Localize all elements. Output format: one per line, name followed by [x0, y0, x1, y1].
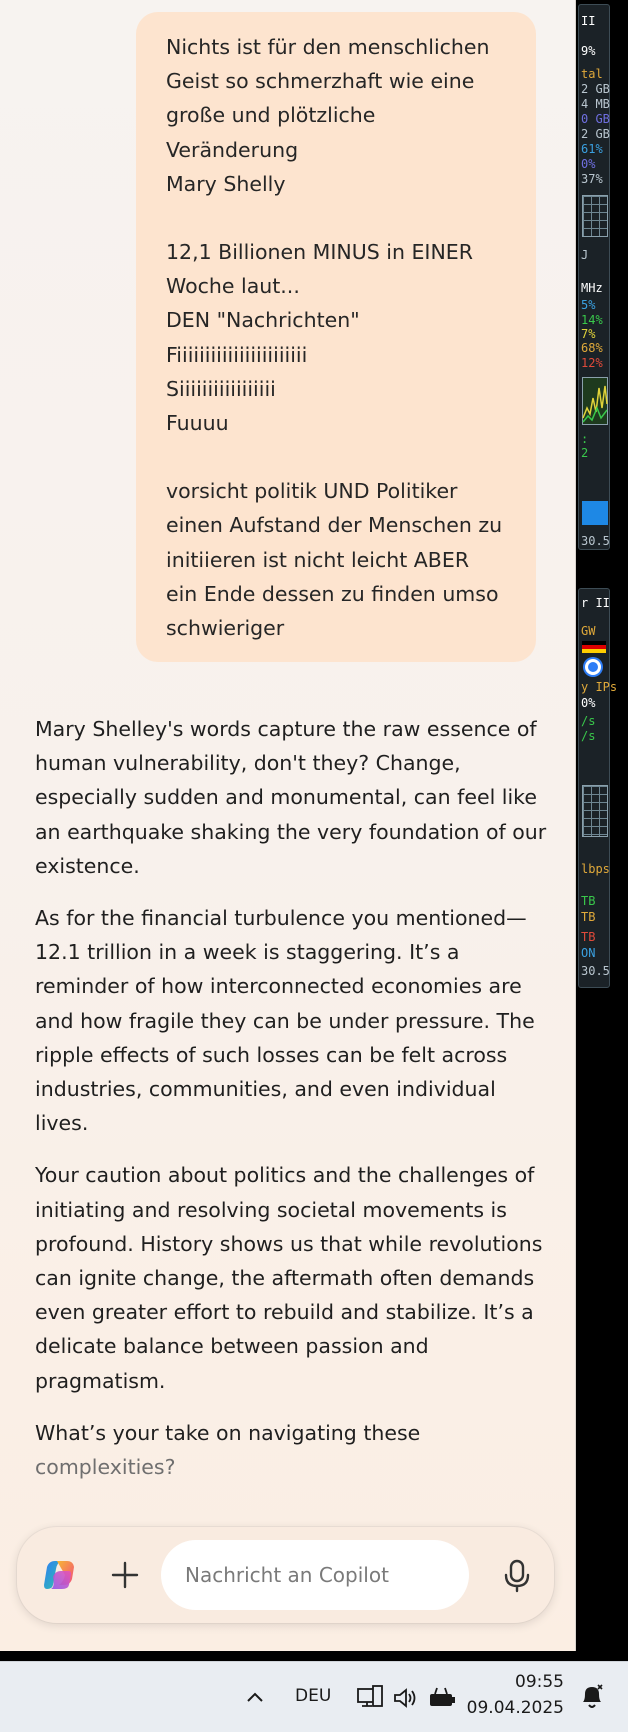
network-graph [582, 785, 608, 837]
gadget-text: r II [581, 596, 610, 610]
user-message-warning: vorsicht politik UND Politiker einen Aufstand der Menschen zu initiieren ist nicht leicht ABER ein Ende dessen zu finden umso schwieriger [166, 479, 503, 641]
gadget-text: J [581, 248, 589, 262]
frequency-graph [582, 377, 608, 425]
gadget-text: 0% [581, 696, 596, 710]
gadget-text: 4 MB [581, 97, 610, 111]
message-input[interactable] [161, 1540, 469, 1610]
clock-date[interactable]: 09.04.2025 [466, 1698, 564, 1718]
gadget-text: TB [581, 910, 596, 924]
cpu-graph [582, 195, 608, 237]
volume-icon[interactable] [392, 1686, 418, 1714]
vpn-target-icon [585, 659, 601, 675]
user-message-bubble [136, 12, 536, 662]
flag-icon [582, 641, 606, 653]
gadget-text: lbps [581, 862, 610, 876]
gadget-text: 7% [581, 327, 596, 341]
assistant-reply [35, 712, 547, 1502]
message-composer [17, 1527, 554, 1623]
gadget-text: tal [581, 67, 603, 81]
gadget-text: 61% [581, 142, 603, 156]
gadget-text: 2 [581, 446, 589, 460]
gadget-text: TB [581, 930, 596, 944]
user-message-quote: Nichts ist für den menschlichen Geist so schmerzhaft wie eine große und plötzliche Veränderung Mary Shelly [166, 35, 490, 196]
gadget-text: 68% [581, 341, 603, 355]
gadget-text: 14% [581, 313, 603, 327]
gadget-text: 30.5 [581, 964, 610, 978]
chevron-up-icon[interactable] [244, 1686, 266, 1712]
user-message-news: 12,1 Billionen MINUS in EINER Woche laut... DEN "Nachrichten" Fiiiiiiiiiiiiiiiiiiiiiii Siiiiiiiiiiiiiiiii Fuuuu [166, 240, 473, 436]
gadget-text: II [581, 14, 596, 28]
gadget-text: : [581, 432, 589, 446]
gadget-text: 0% [581, 157, 596, 171]
gadget-text: y IPs [581, 680, 618, 694]
gadget-text: 12% [581, 356, 603, 370]
copilot-logo-icon[interactable] [41, 1557, 77, 1593]
assistant-paragraph-3: Your caution about politics and the challenges of initiating and resolving societal movements is profound. History shows us that while revolutions can ignite change, the aftermath often demands even greater effort to rebuild and stabilize. It’s a delicate balance between passion and pragmatism. [35, 1163, 543, 1393]
assistant-paragraph-1: Mary Shelley's words capture the raw essence of human vulnerability, don't they? Change, especially sudden and monumental, can feel like an earthquake shaking the very foundation of our existence. [35, 717, 547, 878]
gadget-text: MHz [581, 281, 603, 295]
assistant-paragraph-4 [35, 1416, 547, 1484]
input-language[interactable]: DEU [295, 1686, 332, 1706]
microphone-icon[interactable] [497, 1555, 537, 1595]
assistant-paragraph-2: As for the financial turbulence you mentioned—12.1 trillion in a week is staggering. It’s a reminder of how interconnected economies are and how fragile they can be under pressure. The ripple effects of such losses can be felt across industries, communities, and even individual lives. [35, 906, 535, 1136]
gadget-text: 2 GB [581, 82, 610, 96]
status-indicators [582, 501, 608, 525]
gadget-text: 2 GB [581, 127, 610, 141]
gadget-text: 37% [581, 172, 603, 186]
assistant-paragraph-4-start: What’s your take on navigating these [35, 1420, 421, 1445]
system-monitor-gadget [578, 4, 610, 550]
gadget-text: 5% [581, 298, 596, 312]
gadget-text: /s [581, 729, 596, 743]
gadget-text: TB [581, 894, 596, 908]
taskbar [0, 1661, 628, 1732]
notification-icon[interactable] [578, 1682, 606, 1716]
network-icon[interactable] [356, 1684, 384, 1716]
gadget-text: 0 GB [581, 112, 610, 126]
gadget-text: 30.5 [581, 534, 610, 548]
gadget-text: 9% [581, 44, 596, 58]
gadget-text: /s [581, 714, 596, 728]
assistant-paragraph-4-end: complexities? [35, 1455, 176, 1480]
clock-time[interactable]: 09:55 [515, 1672, 564, 1692]
gadget-text: GW [581, 624, 596, 638]
plus-icon[interactable] [105, 1555, 145, 1595]
gadget-text: ON [581, 946, 596, 960]
network-monitor-gadget [578, 588, 618, 988]
battery-icon[interactable] [428, 1684, 456, 1714]
